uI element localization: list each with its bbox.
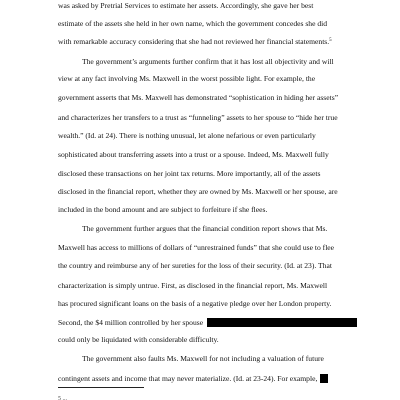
body-line: disclosed these transactions on her joint tax returns. More importantly, all of the assets bbox=[58, 169, 321, 178]
body-line: view at any fact involving Ms. Maxwell in the worst possible light. For example, the bbox=[58, 74, 316, 83]
body-line: estimate of the assets she held in her own name, which the government concedes she did bbox=[58, 19, 328, 28]
body-line: the country and reimburse any of her sureties for the loss of their security. (Id. at 23). That bbox=[58, 261, 332, 270]
body-line bbox=[58, 374, 328, 383]
body-line: government asserts that Ms. Maxwell has demonstrated “sophistication in hiding her assets” bbox=[58, 93, 339, 102]
body-line: and characterizes her transfers to a trust as “funneling” assets to her spouse to “hide her true bbox=[58, 113, 338, 122]
body-line-text: contingent assets and income that may never materialize. (Id. at 23-24). For example, bbox=[58, 374, 318, 383]
redaction-bar bbox=[320, 374, 328, 383]
body-line: included in the bond amount and are subject to forfeiture if she flees. bbox=[58, 205, 268, 214]
body-line: disclosed in the financial report, whether they are owned by Ms. Maxwell or her spouse, are bbox=[58, 187, 338, 196]
body-line bbox=[58, 318, 357, 327]
paragraph-start: The government further argues that the financial condition report shows that Ms. bbox=[82, 224, 328, 233]
body-line bbox=[58, 38, 332, 46]
footnote-divider bbox=[58, 387, 144, 388]
footnote-marker: 5 bbox=[329, 38, 332, 43]
body-line: was asked by Pretrial Services to estimate her assets. Accordingly, she gave her best bbox=[58, 1, 314, 10]
body-line-text: with remarkable accuracy considering that she had not reviewed her financial statements. bbox=[58, 37, 330, 46]
paragraph-start: The government’s arguments further confirm that it has lost all objectivity and will bbox=[82, 57, 334, 66]
body-line: could only be liquidated with considerable difficulty. bbox=[58, 335, 219, 344]
body-line-text: Second, the $4 million controlled by her spouse bbox=[58, 318, 204, 327]
paragraph-start: The government also faults Ms. Maxwell for not including a valuation of future bbox=[82, 354, 324, 363]
body-line: sophisticated about transferring assets into a trust or a spouse. Indeed, Ms. Maxwell fully bbox=[58, 150, 329, 159]
footnote-text: 5 ... bbox=[58, 396, 67, 400]
body-line: wealth.” (Id. at 24). There is nothing unusual, let alone nefarious or even particularly bbox=[58, 131, 316, 140]
redaction-bar bbox=[207, 318, 357, 327]
body-line: Maxwell has access to millions of dollars of “unrestrained funds” that she could use to flee bbox=[58, 243, 335, 252]
body-line: has procured significant loans on the basis of a negative pledge over her London property. bbox=[58, 299, 332, 308]
body-line: characterization is simply untrue. First, as disclosed in the financial report, Ms. Maxwell bbox=[58, 281, 328, 290]
